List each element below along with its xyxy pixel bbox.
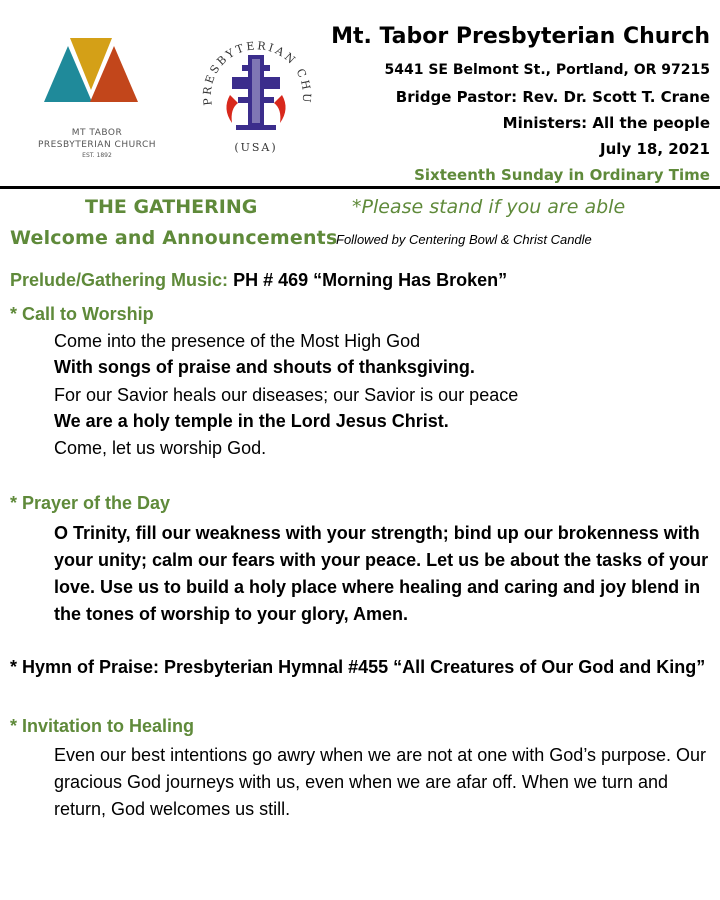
welcome-note: Followed by Centering Bowl & Christ Candle: [336, 232, 592, 247]
prelude-label: Prelude/Gathering Music:: [10, 270, 229, 290]
prelude-line: [10, 270, 507, 291]
call-line: Come, let us worship God.: [54, 438, 267, 458]
ministers: Ministers: All the people: [502, 114, 710, 132]
call-response: We are a holy temple in the Lord Jesus Christ.: [54, 411, 449, 431]
church-address: 5441 SE Belmont St., Portland, OR 97215: [384, 62, 710, 78]
prelude-hymn: PH # 469 “Morning Has Broken”: [233, 270, 508, 290]
bridge-pastor: Bridge Pastor: Rev. Dr. Scott T. Crane: [395, 88, 710, 106]
seal-bottom-text: (USA): [234, 141, 278, 154]
pcusa-seal-icon: [190, 25, 322, 157]
welcome-heading: Welcome and Announcements: [10, 227, 338, 249]
church-logo: [22, 32, 172, 162]
logo-name-line1: MT TABOR: [71, 128, 123, 138]
call-to-worship-heading: * Call to Worship: [10, 304, 154, 324]
liturgical-day: Sixteenth Sunday in Ordinary Time: [414, 166, 710, 184]
pcusa-seal: [190, 25, 322, 157]
invitation-to-healing-text: Even our best intentions go awry when we are not at one with God’s purpose. Our gracious God journeys with us, even when we are afar off. When we turn and return, God welcomes us still.: [54, 745, 707, 819]
logo-name-line2: PRESBYTERIAN CHURCH: [37, 140, 157, 150]
seal-arc-text: PRESBYTERIAN CHU: [200, 39, 314, 107]
church-title: Mt. Tabor Presbyterian Church: [331, 24, 710, 49]
logo-established: EST. 1892: [82, 152, 112, 159]
section-title-gathering: THE GATHERING: [85, 196, 258, 218]
call-response: With songs of praise and shouts of thanksgiving.: [54, 357, 475, 377]
call-line: For our Savior heals our diseases; our Savior is our peace: [54, 385, 519, 405]
call-line: Come into the presence of the Most High God: [54, 331, 421, 351]
prayer-of-the-day-heading: * Prayer of the Day: [10, 493, 171, 513]
prayer-of-the-day-text: O Trinity, fill our weakness with your strength; bind up our brokenness with your unity; calm our fears with your peace. Let us be about the tasks of your love. Use us to build a holy place where healing and caring and joy blend in the tones of worship to your glory, Amen.: [54, 523, 709, 624]
stand-note: *Please stand if you are able: [352, 196, 626, 218]
hymn-of-praise: * Hymn of Praise: Presbyterian Hymnal #455 “All Creatures of Our God and King”: [10, 657, 706, 677]
header-divider: [0, 186, 720, 189]
service-date: July 18, 2021: [600, 140, 710, 158]
invitation-to-healing-heading: * Invitation to Healing: [10, 716, 195, 736]
triangles-logo-icon: [22, 32, 172, 124]
